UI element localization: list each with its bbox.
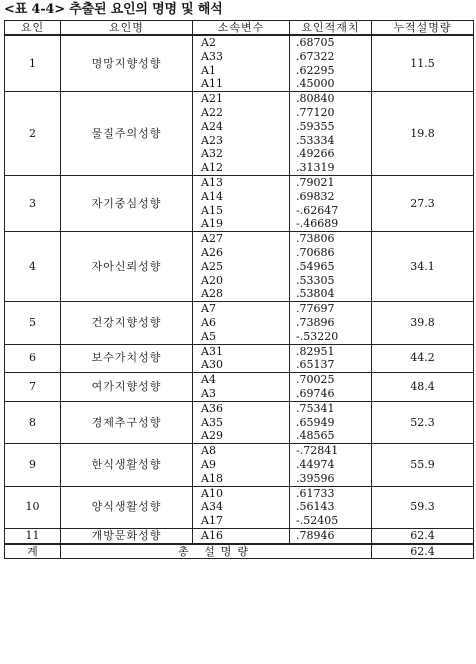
total-description: 총 설명량 xyxy=(61,544,372,559)
loading-value: .31319 xyxy=(296,161,335,175)
variable-code: A33 xyxy=(201,49,223,63)
total-label: 계 xyxy=(5,544,61,559)
variable-list xyxy=(193,373,290,402)
cumulative-variance: 62.4 xyxy=(372,528,474,543)
variable-list xyxy=(193,486,290,528)
factor-name: 한식생활성향 xyxy=(61,444,193,486)
variable-code: A7 xyxy=(201,302,216,316)
factor-name: 양식생활성향 xyxy=(61,486,193,528)
variable-code: A15 xyxy=(201,203,223,217)
variable-code: A19 xyxy=(201,217,223,231)
variable-list xyxy=(193,528,290,543)
factor-number: 10 xyxy=(5,486,61,528)
variable-code: A25 xyxy=(201,259,223,273)
header-row xyxy=(5,21,474,36)
variable-code: A31 xyxy=(201,344,223,358)
variable-code: A28 xyxy=(201,287,223,301)
factor-number: 8 xyxy=(5,401,61,443)
table-row xyxy=(5,92,474,176)
loading-value: -.72841 xyxy=(296,444,339,458)
table-caption: <표 4-4> 추출된 요인의 명명 및 해석 xyxy=(4,2,223,17)
variable-code: A24 xyxy=(201,119,223,133)
loading-value: .77120 xyxy=(296,105,335,119)
factor-name: 자기중심성향 xyxy=(61,175,193,231)
table-row xyxy=(5,175,474,231)
variable-code: A9 xyxy=(201,457,216,471)
loading-value: .56143 xyxy=(296,500,335,514)
cumulative-variance: 48.4 xyxy=(372,373,474,402)
loading-value: .80840 xyxy=(296,92,335,106)
variable-code: A23 xyxy=(201,133,223,147)
loading-list xyxy=(290,35,372,92)
cumulative-variance: 39.8 xyxy=(372,302,474,344)
variable-code: A8 xyxy=(201,444,216,458)
variable-list xyxy=(193,232,290,302)
variable-code: A17 xyxy=(201,514,223,528)
loading-list xyxy=(290,302,372,344)
loading-list xyxy=(290,528,372,543)
variable-code: A6 xyxy=(201,315,216,329)
variable-code: A13 xyxy=(201,175,223,189)
loading-value: .68705 xyxy=(296,36,335,49)
variable-code: A26 xyxy=(201,245,223,259)
loading-value: .78946 xyxy=(296,528,335,542)
variable-code: A32 xyxy=(201,147,223,161)
header-cumulative: 누적설명량 xyxy=(372,21,474,36)
table-row xyxy=(5,35,474,92)
table-row xyxy=(5,528,474,543)
cumulative-variance: 59.3 xyxy=(372,486,474,528)
factor-table-body xyxy=(5,35,474,544)
variable-list xyxy=(193,35,290,92)
loading-value: .82951 xyxy=(296,344,335,358)
variable-code: A11 xyxy=(201,77,223,91)
loading-list xyxy=(290,232,372,302)
table-row xyxy=(5,344,474,373)
loading-list xyxy=(290,373,372,402)
loading-value: .61733 xyxy=(296,486,335,500)
variable-list xyxy=(193,401,290,443)
factor-number: 6 xyxy=(5,344,61,373)
loading-value: .65137 xyxy=(296,358,335,372)
factor-number: 1 xyxy=(5,35,61,92)
loading-value: -.46689 xyxy=(296,217,339,231)
header-variables: 소속변수 xyxy=(193,21,290,36)
variable-code: A30 xyxy=(201,358,223,372)
factor-name: 보수가치성향 xyxy=(61,344,193,373)
variable-code: A4 xyxy=(201,373,216,387)
factor-number: 2 xyxy=(5,92,61,176)
table-row xyxy=(5,486,474,528)
cumulative-variance: 55.9 xyxy=(372,444,474,486)
variable-code: A29 xyxy=(201,429,223,443)
variable-code: A10 xyxy=(201,486,223,500)
factor-number: 3 xyxy=(5,175,61,231)
table-row xyxy=(5,373,474,402)
factor-number: 11 xyxy=(5,528,61,543)
table-row xyxy=(5,232,474,302)
variable-list xyxy=(193,175,290,231)
loading-value: .67322 xyxy=(296,49,335,63)
factor-name: 명망지향성향 xyxy=(61,35,193,92)
loading-value: .70686 xyxy=(296,245,335,259)
cumulative-variance: 34.1 xyxy=(372,232,474,302)
factor-name: 건강지향성향 xyxy=(61,302,193,344)
cumulative-variance: 27.3 xyxy=(372,175,474,231)
cumulative-variance: 52.3 xyxy=(372,401,474,443)
loading-value: .53334 xyxy=(296,133,335,147)
loading-list xyxy=(290,444,372,486)
loading-value: .65949 xyxy=(296,415,335,429)
variable-code: A20 xyxy=(201,273,223,287)
variable-list xyxy=(193,444,290,486)
variable-code: A2 xyxy=(201,36,216,49)
loading-value: .59355 xyxy=(296,119,335,133)
loading-value: .54965 xyxy=(296,259,335,273)
factor-name: 자아신뢰성향 xyxy=(61,232,193,302)
total-row xyxy=(5,544,474,559)
variable-code: A22 xyxy=(201,105,223,119)
loading-value: .39596 xyxy=(296,471,335,485)
variable-code: A5 xyxy=(201,329,216,343)
variable-code: A3 xyxy=(201,386,216,400)
loading-value: .45000 xyxy=(296,77,335,91)
factor-name: 여가지향성향 xyxy=(61,373,193,402)
factor-name: 경제추구성향 xyxy=(61,401,193,443)
variable-code: A35 xyxy=(201,415,223,429)
variable-code: A14 xyxy=(201,189,223,203)
variable-code: A1 xyxy=(201,63,216,77)
variable-list xyxy=(193,344,290,373)
loading-value: .69746 xyxy=(296,386,335,400)
loading-list xyxy=(290,401,372,443)
cumulative-variance: 19.8 xyxy=(372,92,474,176)
factor-number: 4 xyxy=(5,232,61,302)
loading-value: .73806 xyxy=(296,232,335,246)
variable-code: A36 xyxy=(201,401,223,415)
loading-value: .53305 xyxy=(296,273,335,287)
loading-value: .70025 xyxy=(296,373,335,387)
table-row xyxy=(5,302,474,344)
cumulative-variance: 44.2 xyxy=(372,344,474,373)
table-row xyxy=(5,401,474,443)
factor-number: 9 xyxy=(5,444,61,486)
factor-table xyxy=(4,20,474,559)
loading-value: .75341 xyxy=(296,401,335,415)
loading-list xyxy=(290,92,372,176)
variable-code: A34 xyxy=(201,500,223,514)
loading-value: -.52405 xyxy=(296,514,339,528)
loading-value: .77697 xyxy=(296,302,335,316)
header-loadings: 요인적재치 xyxy=(290,21,372,36)
factor-number: 7 xyxy=(5,373,61,402)
header-name: 요인명 xyxy=(61,21,193,36)
loading-value: .62295 xyxy=(296,63,335,77)
variable-code: A21 xyxy=(201,92,223,106)
loading-value: -.62647 xyxy=(296,203,339,217)
loading-list xyxy=(290,175,372,231)
variable-code: A18 xyxy=(201,471,223,485)
loading-value: .44974 xyxy=(296,457,335,471)
factor-name: 개방문화성향 xyxy=(61,528,193,543)
variable-list xyxy=(193,92,290,176)
loading-value: -.53220 xyxy=(296,329,339,343)
table-row xyxy=(5,444,474,486)
loading-value: .79021 xyxy=(296,175,335,189)
variable-code: A16 xyxy=(201,528,223,542)
total-value: 62.4 xyxy=(372,544,474,559)
loading-value: .53804 xyxy=(296,287,335,301)
loading-list xyxy=(290,486,372,528)
loading-value: .49266 xyxy=(296,147,335,161)
loading-value: .69832 xyxy=(296,189,335,203)
variable-code: A12 xyxy=(201,161,223,175)
loading-value: .48565 xyxy=(296,429,335,443)
header-factor: 요인 xyxy=(5,21,61,36)
factor-name: 물질주의성향 xyxy=(61,92,193,176)
variable-list xyxy=(193,302,290,344)
variable-code: A27 xyxy=(201,232,223,246)
loading-list xyxy=(290,344,372,373)
loading-value: .73896 xyxy=(296,315,335,329)
cumulative-variance: 11.5 xyxy=(372,35,474,92)
factor-number: 5 xyxy=(5,302,61,344)
